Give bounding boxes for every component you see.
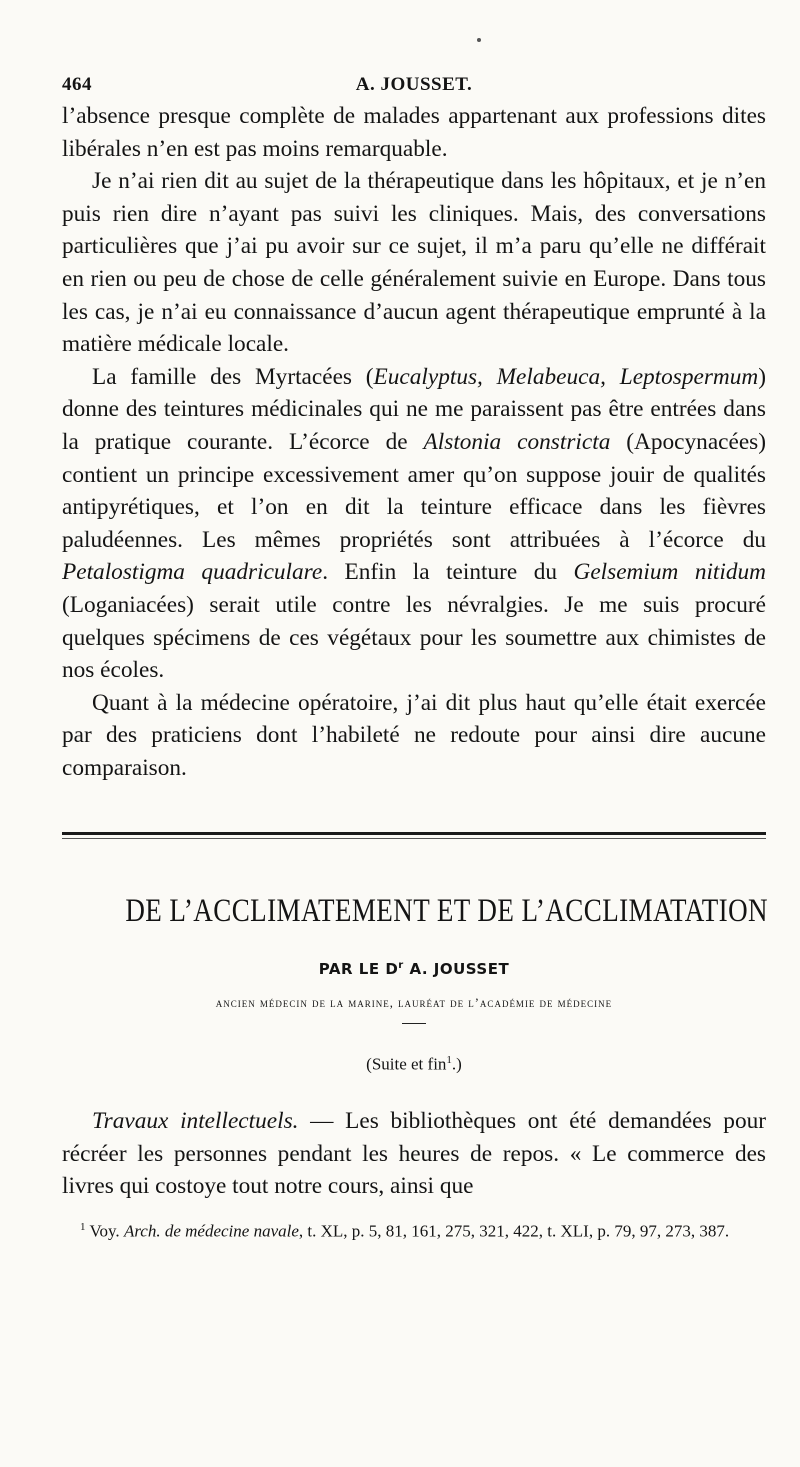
byline-superscript: r [398, 960, 404, 972]
paragraph-1: l’absence presque complète de malades appartenant aux professions dites libérales n’en est pas moins remarquable. [62, 103, 766, 162]
footnote-part: Voy. [85, 1221, 124, 1241]
body-text [62, 100, 766, 784]
paragraph-2: Je n’ai rien dit au sujet de la thérapeutique dans les hôpitaux, et je n’en puis rien dire n’ayant pas suivi les cliniques. Mais, des conversations particulières que j’ai pu avoir sur ce sujet, il m’a paru qu’elle ne différait en rien ou peu de chose de celle généralement suivie en Europe. Dans tous les cas, je n’ai eu connaissance d’aucun agent thérapeutique emprunté à la matière médicale locale. [62, 168, 766, 358]
continuation-note [62, 1054, 766, 1075]
running-head [62, 70, 766, 100]
species-alstonia: Alstonia constricta [423, 428, 611, 455]
author-credentials: ancien médecin de la marine, lauréat de l’académie de médecine [215, 996, 613, 1011]
species-gelsemium: Gelsemium nitidum [573, 559, 767, 586]
section-text: — Les bibliothèques ont été demandées pour récréer les personnes pendant les heures de repos. « Le commerce des livres qui costoye tout notre cours, ainsi que [62, 1108, 766, 1200]
byline-prefix: PAR LE D [318, 960, 399, 979]
genus-list: Eucalyptus, Melabeuca, Leptospermum [373, 363, 759, 390]
section-heading: Travaux intellectuels. [92, 1108, 299, 1135]
paragraph-3-part: . Enfin la teinture du [322, 559, 574, 586]
page-number: 464 [62, 74, 92, 95]
section-paragraph [62, 1105, 766, 1203]
paragraph-3-part: La famille des Myrtacées ( [92, 363, 374, 390]
footnote-marker: 1 [80, 1220, 86, 1233]
byline-name: A. JOUSSET [403, 960, 510, 979]
print-speck [477, 38, 481, 42]
short-divider [402, 1023, 426, 1024]
footnote-journal: Arch. de médecine navale [123, 1221, 299, 1241]
article-title: DE L’ACCLIMATEMENT ET DE L’ACCLIMATATION [125, 893, 768, 930]
paragraph-4: Quant à la médecine opératoire, j’ai dit plus haut qu’elle était exercée par des praticiens dont l’habileté ne redoute pour ainsi dire aucune comparaison. [62, 689, 766, 781]
footnote-text [62, 1215, 766, 1244]
paragraph-3-part: (Apocynacées) contient un principe excessivement amer qu’on suppose jouir de qualités antipyrétiques, et l’on en dit la teinture efficace dans les fièvres paludéennes. Les mêmes propriétés sont attribuées à l’écorce du [62, 428, 766, 553]
paragraph-3-part: ) donne des teintures médicinales qui ne me paraissent pas être entrées dans la pratique courante. L’écorce de [62, 363, 766, 455]
page [62, 70, 766, 1244]
footnote-reference: 1 [446, 1054, 452, 1067]
running-head-author: A. JOUSSET. [355, 74, 473, 95]
continuation-prefix: (Suite et fin [366, 1055, 447, 1075]
species-petalostigma: Petalostigma quadriculare [62, 559, 323, 586]
paragraph-3 [62, 361, 766, 687]
continuation-suffix: .) [451, 1055, 462, 1075]
footnote-part: , t. XL, p. 5, 81, 161, 275, 321, 422, t. XLI, p. 79, 97, 273, 387. [298, 1221, 730, 1241]
paragraph-3-part: (Loganiacées) serait utile contre les névralgies. Je me suis procuré quelques spécimens de ces végétaux pour les soumettre aux chimistes de nos écoles. [62, 591, 766, 684]
section-divider-rule [62, 832, 766, 835]
section-intellectual-work [62, 1105, 766, 1203]
byline [62, 960, 766, 978]
footnote [62, 1215, 766, 1244]
